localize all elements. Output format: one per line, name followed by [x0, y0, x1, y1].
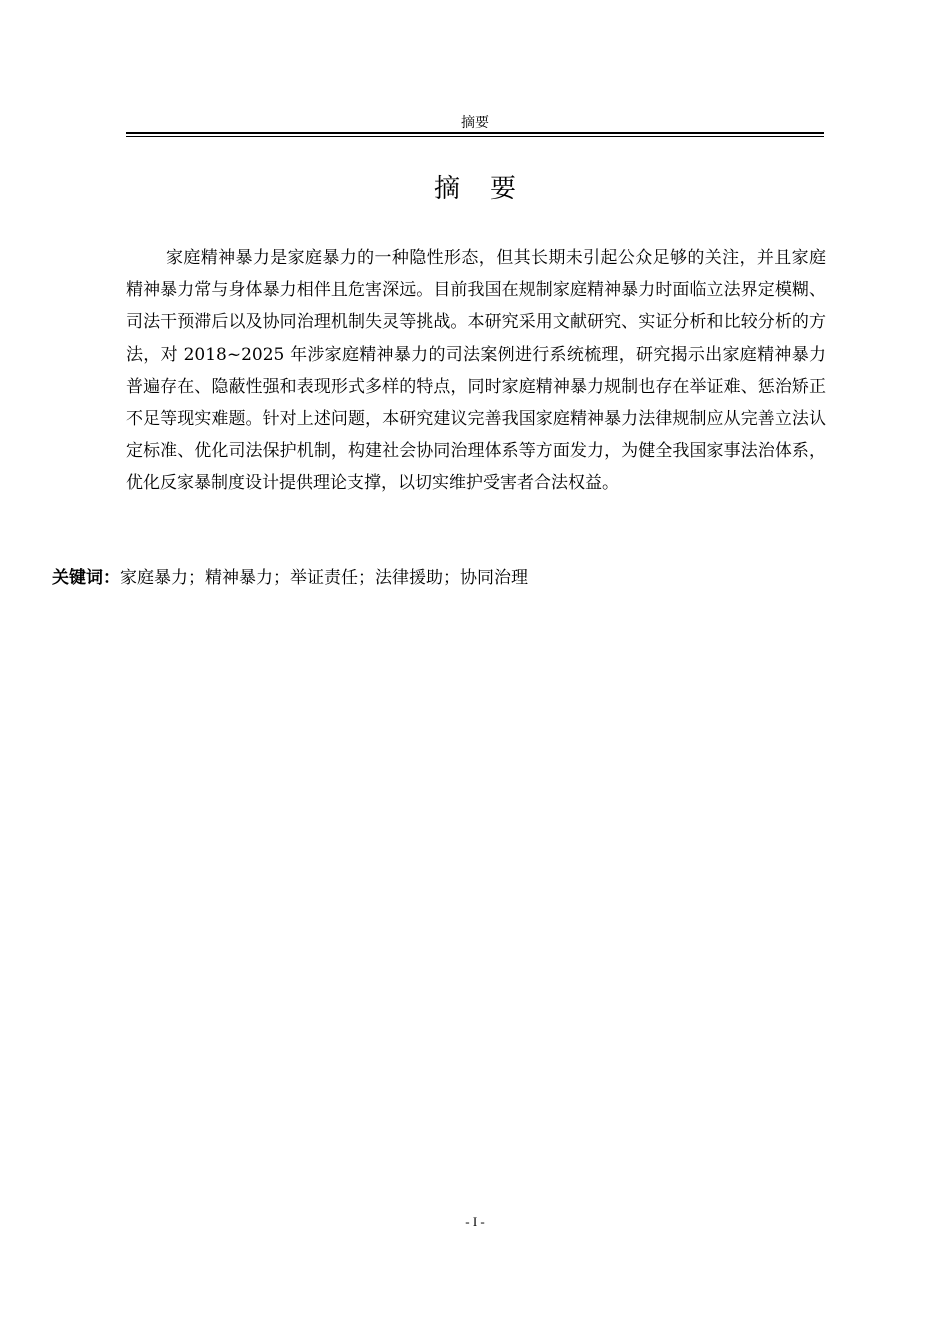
page-number: - I - — [465, 1214, 485, 1229]
keywords-line — [52, 564, 528, 592]
running-header: 摘要 — [461, 115, 489, 131]
abstract-paragraph: 家庭精神暴力是家庭暴力的一种隐性形态，但其长期未引起公众足够的关注，并且家庭精神暴力常与身体暴力相伴且危害深远。目前我国在规制家庭精神暴力时面临立法界定模糊、司法干预滞后以及协同治理机制失灵等挑战。本研究采用文献研究、实证分析和比较分析的方法，对 2018~2025 年涉家庭精神暴力的司法案例进行系统梳理，研究揭示出家庭精神暴力普遍存在、隐蔽性强和表现形式多样的特点，同时家庭精神暴力规制也存在举证难、惩治矫正不足等现实难题。针对上述问题，本研究建议完善我国家庭精神暴力法律规制应从完善立法认定标准、优化司法保护机制，构建社会协同治理体系等方面发力，为健全我国家事法治体系，优化反家暴制度设计提供理论支撑，以切实维护受害者合法权益。 — [126, 248, 826, 494]
header-rule-thin — [126, 136, 824, 137]
page-title: 摘要 — [433, 174, 546, 204]
keywords-label: 关键词： — [52, 568, 120, 588]
keywords-value: 家庭暴力；精神暴力；举证责任；法律援助；协同治理 — [120, 568, 528, 588]
header-rule — [126, 132, 824, 134]
